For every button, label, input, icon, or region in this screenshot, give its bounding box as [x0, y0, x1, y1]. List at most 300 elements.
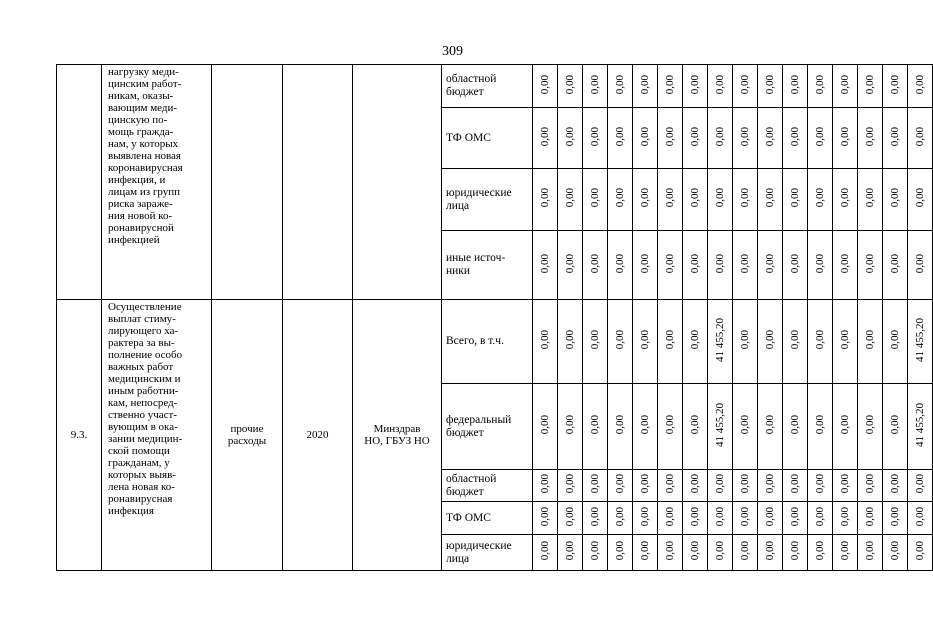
- value-cell: [533, 65, 558, 108]
- value-cell: [808, 300, 833, 384]
- value-cell: [633, 300, 658, 384]
- value-cell: [658, 384, 683, 470]
- amount-value: 0,00: [614, 74, 626, 95]
- amount-value: 0,00: [639, 415, 651, 435]
- value-cell: [833, 384, 858, 470]
- value-cell: [858, 65, 883, 108]
- amount-value: 0,00: [889, 253, 901, 274]
- value-cell: [533, 535, 558, 571]
- value-cell: [883, 300, 908, 384]
- item-number: 9.3.: [70, 429, 88, 441]
- funding-source-cell: [442, 231, 533, 300]
- amount-value: 0,00: [739, 541, 751, 561]
- value-cell: [683, 65, 708, 108]
- value-cell: [808, 169, 833, 231]
- amount-value: 0,00: [839, 541, 851, 561]
- value-cell: [633, 108, 658, 169]
- amount-value: 0,00: [839, 74, 851, 95]
- amount-value: 0,00: [664, 330, 676, 350]
- amount-value: 0,00: [739, 474, 751, 494]
- amount-value: 0,00: [664, 126, 676, 147]
- value-cell: [658, 470, 683, 502]
- amount-value: 0,00: [639, 474, 651, 494]
- amount-value: 0,00: [814, 541, 826, 561]
- funding-source: юридические лица: [446, 539, 512, 565]
- value-cell: [658, 300, 683, 384]
- funding-source-cell: [442, 108, 533, 169]
- amount-value: 0,00: [739, 188, 751, 208]
- amount-value: 0,00: [864, 74, 876, 95]
- page-number: 309: [442, 44, 463, 59]
- amount-value: 0,00: [864, 415, 876, 435]
- funding-source-cell: [442, 535, 533, 571]
- value-cell: [558, 384, 583, 470]
- amount-value: 41 455,20: [914, 403, 926, 447]
- amount-value: 0,00: [689, 330, 701, 350]
- amount-value: 0,00: [589, 74, 601, 95]
- value-cell: [558, 535, 583, 571]
- value-cell: [833, 300, 858, 384]
- funding-source-cell: [442, 65, 533, 108]
- amount-value: 0,00: [889, 415, 901, 435]
- amount-value: 0,00: [739, 415, 751, 435]
- amount-value: 0,00: [714, 541, 726, 561]
- value-cell: [708, 169, 733, 231]
- value-cell: [558, 300, 583, 384]
- amount-value: 0,00: [839, 126, 851, 147]
- value-cell: [883, 169, 908, 231]
- amount-value: 0,00: [564, 506, 576, 527]
- amount-value: 41 455,20: [714, 318, 726, 362]
- amount-value: 0,00: [589, 541, 601, 561]
- amount-value: 0,00: [539, 330, 551, 350]
- value-cell: [533, 169, 558, 231]
- amount-value: 0,00: [639, 188, 651, 208]
- amount-value: 0,00: [864, 506, 876, 527]
- amount-value: 0,00: [914, 541, 926, 561]
- amount-value: 0,00: [839, 415, 851, 435]
- amount-value: 0,00: [639, 126, 651, 147]
- amount-value: 0,00: [914, 74, 926, 95]
- amount-value: 0,00: [614, 126, 626, 147]
- value-cell: [733, 65, 758, 108]
- value-cell: [733, 470, 758, 502]
- amount-value: 0,00: [864, 474, 876, 494]
- amount-value: 0,00: [589, 474, 601, 494]
- amount-value: 0,00: [764, 253, 776, 274]
- value-cell: [783, 108, 808, 169]
- value-cell: [908, 470, 933, 502]
- amount-value: 0,00: [639, 330, 651, 350]
- amount-value: 0,00: [814, 330, 826, 350]
- amount-value: 0,00: [739, 506, 751, 527]
- amount-value: 0,00: [614, 541, 626, 561]
- funding-source-cell: [442, 384, 533, 470]
- amount-value: 0,00: [539, 253, 551, 274]
- amount-value: 0,00: [789, 474, 801, 494]
- value-cell: [758, 231, 783, 300]
- value-cell: [658, 535, 683, 571]
- amount-value: 0,00: [814, 415, 826, 435]
- value-cell: [533, 502, 558, 535]
- amount-value: 0,00: [539, 74, 551, 95]
- item-number-cell: [57, 300, 102, 571]
- value-cell: [608, 231, 633, 300]
- value-cell: [758, 65, 783, 108]
- amount-value: 0,00: [739, 330, 751, 350]
- value-cell: [558, 470, 583, 502]
- value-cell: [733, 502, 758, 535]
- table-row: [57, 65, 933, 108]
- value-cell: [733, 169, 758, 231]
- amount-value: 0,00: [564, 74, 576, 95]
- funding-source-cell: [442, 300, 533, 384]
- value-cell: [708, 535, 733, 571]
- expense-type-cell: [212, 300, 283, 571]
- amount-value: 0,00: [664, 253, 676, 274]
- amount-value: 0,00: [714, 474, 726, 494]
- funding-source-cell: [442, 169, 533, 231]
- value-cell: [533, 300, 558, 384]
- amount-value: 0,00: [539, 415, 551, 435]
- executor-cell: [353, 300, 442, 571]
- value-cell: [733, 384, 758, 470]
- amount-value: 0,00: [689, 126, 701, 147]
- amount-value: 0,00: [839, 188, 851, 208]
- amount-value: 0,00: [539, 506, 551, 527]
- amount-value: 0,00: [614, 253, 626, 274]
- value-cell: [683, 108, 708, 169]
- amount-value: 0,00: [889, 74, 901, 95]
- value-cell: [908, 502, 933, 535]
- value-cell: [583, 108, 608, 169]
- amount-value: 0,00: [789, 126, 801, 147]
- amount-value: 0,00: [814, 253, 826, 274]
- amount-value: 0,00: [839, 474, 851, 494]
- amount-value: 0,00: [914, 474, 926, 494]
- amount-value: 0,00: [564, 415, 576, 435]
- value-cell: [533, 470, 558, 502]
- value-cell: [658, 169, 683, 231]
- executor-cell: [353, 65, 442, 300]
- amount-value: 0,00: [864, 541, 876, 561]
- amount-value: 0,00: [864, 126, 876, 147]
- value-cell: [908, 300, 933, 384]
- amount-value: 0,00: [689, 474, 701, 494]
- value-cell: [633, 231, 658, 300]
- value-cell: [683, 231, 708, 300]
- value-cell: [683, 470, 708, 502]
- amount-value: 0,00: [589, 506, 601, 527]
- value-cell: [758, 384, 783, 470]
- value-cell: [708, 65, 733, 108]
- value-cell: [808, 384, 833, 470]
- measure-description-cell: [102, 300, 212, 571]
- amount-value: 0,00: [889, 506, 901, 527]
- amount-value: 0,00: [839, 330, 851, 350]
- amount-value: 0,00: [714, 188, 726, 208]
- funding-source: Всего, в т.ч.: [446, 335, 504, 347]
- value-cell: [733, 535, 758, 571]
- value-cell: [908, 108, 933, 169]
- amount-value: 0,00: [864, 188, 876, 208]
- amount-value: 0,00: [839, 253, 851, 274]
- value-cell: [708, 502, 733, 535]
- amount-value: 0,00: [864, 330, 876, 350]
- value-cell: [858, 535, 883, 571]
- value-cell: [583, 65, 608, 108]
- value-cell: [833, 470, 858, 502]
- amount-value: 0,00: [764, 330, 776, 350]
- value-cell: [908, 535, 933, 571]
- value-cell: [583, 231, 608, 300]
- amount-value: 0,00: [539, 188, 551, 208]
- value-cell: [583, 384, 608, 470]
- value-cell: [608, 300, 633, 384]
- value-cell: [758, 502, 783, 535]
- value-cell: [683, 169, 708, 231]
- funding-source: иные источ- ники: [446, 252, 506, 277]
- value-cell: [858, 470, 883, 502]
- funding-source-cell: [442, 502, 533, 535]
- value-cell: [608, 108, 633, 169]
- amount-value: 0,00: [714, 126, 726, 147]
- amount-value: 0,00: [664, 188, 676, 208]
- value-cell: [783, 502, 808, 535]
- value-cell: [708, 108, 733, 169]
- amount-value: 0,00: [539, 474, 551, 494]
- funding-table: [56, 64, 933, 571]
- amount-value: 0,00: [539, 541, 551, 561]
- value-cell: [808, 470, 833, 502]
- amount-value: 0,00: [714, 74, 726, 95]
- amount-value: 0,00: [789, 415, 801, 435]
- amount-value: 0,00: [714, 506, 726, 527]
- amount-value: 0,00: [764, 188, 776, 208]
- amount-value: 41 455,20: [914, 318, 926, 362]
- value-cell: [658, 108, 683, 169]
- amount-value: 0,00: [864, 253, 876, 274]
- amount-value: 0,00: [689, 188, 701, 208]
- funding-source: областной бюджет: [446, 472, 497, 498]
- value-cell: [583, 535, 608, 571]
- amount-value: 0,00: [764, 474, 776, 494]
- value-cell: [808, 231, 833, 300]
- amount-value: 0,00: [614, 415, 626, 435]
- amount-value: 0,00: [539, 126, 551, 147]
- value-cell: [833, 535, 858, 571]
- value-cell: [758, 169, 783, 231]
- value-cell: [733, 231, 758, 300]
- value-cell: [758, 108, 783, 169]
- value-cell: [708, 231, 733, 300]
- value-cell: [808, 535, 833, 571]
- amount-value: 0,00: [764, 74, 776, 95]
- amount-value: 0,00: [589, 415, 601, 435]
- amount-value: 0,00: [789, 330, 801, 350]
- amount-value: 0,00: [664, 415, 676, 435]
- value-cell: [583, 502, 608, 535]
- executor: Минздрав НО, ГБУЗ НО: [364, 423, 430, 447]
- value-cell: [583, 169, 608, 231]
- amount-value: 0,00: [639, 74, 651, 95]
- funding-source: ТФ ОМС: [446, 131, 491, 144]
- amount-value: 0,00: [564, 474, 576, 494]
- value-cell: [733, 108, 758, 169]
- value-cell: [908, 231, 933, 300]
- amount-value: 0,00: [739, 253, 751, 274]
- amount-value: 0,00: [614, 506, 626, 527]
- value-cell: [683, 300, 708, 384]
- amount-value: 0,00: [689, 253, 701, 274]
- amount-value: 0,00: [664, 74, 676, 95]
- value-cell: [683, 502, 708, 535]
- value-cell: [808, 108, 833, 169]
- amount-value: 0,00: [789, 506, 801, 527]
- value-cell: [858, 108, 883, 169]
- amount-value: 41 455,20: [714, 403, 726, 447]
- value-cell: [833, 169, 858, 231]
- funding-source: областной бюджет: [446, 73, 497, 98]
- expense-type-cell: [212, 65, 283, 300]
- year: 2020: [306, 429, 329, 441]
- amount-value: 0,00: [789, 541, 801, 561]
- value-cell: [608, 502, 633, 535]
- amount-value: 0,00: [814, 74, 826, 95]
- amount-value: 0,00: [564, 330, 576, 350]
- amount-value: 0,00: [889, 474, 901, 494]
- amount-value: 0,00: [914, 506, 926, 527]
- amount-value: 0,00: [564, 253, 576, 274]
- value-cell: [633, 65, 658, 108]
- amount-value: 0,00: [564, 126, 576, 147]
- value-cell: [783, 169, 808, 231]
- amount-value: 0,00: [589, 126, 601, 147]
- amount-value: 0,00: [764, 541, 776, 561]
- value-cell: [608, 535, 633, 571]
- value-cell: [883, 384, 908, 470]
- value-cell: [883, 470, 908, 502]
- value-cell: [883, 535, 908, 571]
- amount-value: 0,00: [689, 74, 701, 95]
- value-cell: [758, 300, 783, 384]
- amount-value: 0,00: [789, 253, 801, 274]
- value-cell: [908, 384, 933, 470]
- amount-value: 0,00: [814, 474, 826, 494]
- amount-value: 0,00: [889, 330, 901, 350]
- value-cell: [708, 384, 733, 470]
- funding-source: юридические лица: [446, 186, 512, 212]
- value-cell: [633, 502, 658, 535]
- amount-value: 0,00: [739, 126, 751, 147]
- value-cell: [683, 384, 708, 470]
- value-cell: [708, 300, 733, 384]
- value-cell: [558, 231, 583, 300]
- value-cell: [883, 108, 908, 169]
- amount-value: 0,00: [764, 506, 776, 527]
- value-cell: [908, 65, 933, 108]
- value-cell: [808, 65, 833, 108]
- measure-description-cell: [102, 65, 212, 300]
- value-cell: [683, 535, 708, 571]
- amount-value: 0,00: [814, 506, 826, 527]
- value-cell: [533, 384, 558, 470]
- amount-value: 0,00: [614, 188, 626, 208]
- amount-value: 0,00: [589, 330, 601, 350]
- amount-value: 0,00: [914, 188, 926, 208]
- value-cell: [883, 231, 908, 300]
- value-cell: [733, 300, 758, 384]
- funding-source: ТФ ОМС: [446, 511, 491, 524]
- amount-value: 0,00: [914, 253, 926, 274]
- amount-value: 0,00: [564, 188, 576, 208]
- value-cell: [633, 470, 658, 502]
- value-cell: [608, 65, 633, 108]
- value-cell: [858, 300, 883, 384]
- expense-type: прочие расходы: [227, 423, 267, 447]
- value-cell: [758, 535, 783, 571]
- value-cell: [558, 108, 583, 169]
- amount-value: 0,00: [639, 541, 651, 561]
- value-cell: [883, 502, 908, 535]
- amount-value: 0,00: [689, 415, 701, 435]
- amount-value: 0,00: [664, 474, 676, 494]
- amount-value: 0,00: [589, 253, 601, 274]
- value-cell: [658, 231, 683, 300]
- value-cell: [783, 535, 808, 571]
- year-cell: [283, 300, 353, 571]
- value-cell: [608, 384, 633, 470]
- value-cell: [583, 300, 608, 384]
- value-cell: [633, 169, 658, 231]
- year-cell: [283, 65, 353, 300]
- value-cell: [708, 470, 733, 502]
- value-cell: [533, 108, 558, 169]
- value-cell: [783, 65, 808, 108]
- amount-value: 0,00: [664, 541, 676, 561]
- amount-value: 0,00: [614, 330, 626, 350]
- amount-value: 0,00: [739, 74, 751, 95]
- amount-value: 0,00: [564, 541, 576, 561]
- funding-source: федеральный бюджет: [446, 413, 512, 439]
- amount-value: 0,00: [814, 188, 826, 208]
- amount-value: 0,00: [689, 541, 701, 561]
- value-cell: [833, 502, 858, 535]
- table-row: [57, 300, 933, 384]
- value-cell: [858, 502, 883, 535]
- amount-value: 0,00: [889, 126, 901, 147]
- amount-value: 0,00: [764, 126, 776, 147]
- value-cell: [658, 65, 683, 108]
- measure-description: нагрузку меди- цинским работ- никам, оказы- вающим меди- цинскую по- мощь гражда- нам, у которых выявлена новая коронавирусная инфекция, и лицам из групп риска зараже- ния новой ко- ронавирусной инфекцией: [108, 66, 183, 246]
- value-cell: [633, 384, 658, 470]
- value-cell: [858, 231, 883, 300]
- value-cell: [808, 502, 833, 535]
- value-cell: [833, 231, 858, 300]
- value-cell: [783, 384, 808, 470]
- amount-value: 0,00: [614, 474, 626, 494]
- value-cell: [558, 502, 583, 535]
- value-cell: [533, 231, 558, 300]
- amount-value: 0,00: [589, 188, 601, 208]
- amount-value: 0,00: [889, 188, 901, 208]
- amount-value: 0,00: [889, 541, 901, 561]
- amount-value: 0,00: [639, 506, 651, 527]
- value-cell: [833, 65, 858, 108]
- amount-value: 0,00: [714, 253, 726, 274]
- value-cell: [858, 384, 883, 470]
- value-cell: [883, 65, 908, 108]
